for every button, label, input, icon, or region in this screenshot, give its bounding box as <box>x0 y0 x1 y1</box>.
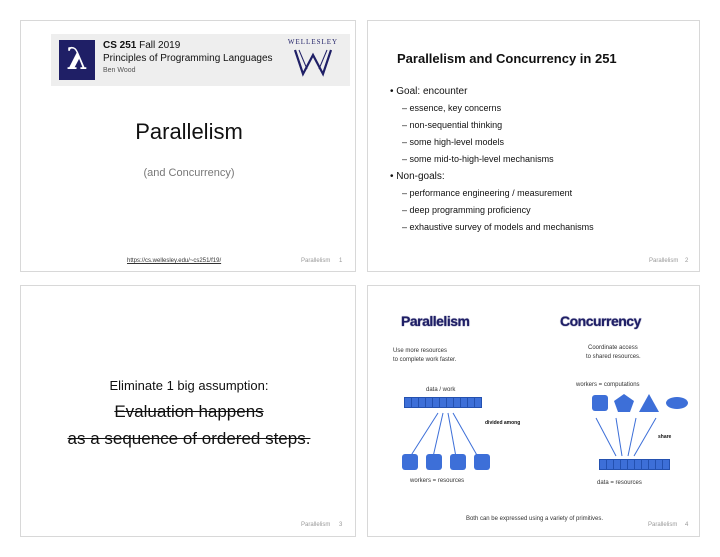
concurrency-desc-1: Coordinate access <box>588 345 638 351</box>
sub-bullet-item: – exhaustive survey of models and mechanisms <box>390 219 594 236</box>
share-label: share <box>658 434 672 440</box>
workers-computations-label: workers = computations <box>576 382 640 388</box>
sub-bullet-item: – deep programming proficiency <box>390 202 594 219</box>
slide-footer: Parallelism <box>301 258 331 264</box>
slide-footer: Parallelism <box>301 522 331 528</box>
bullet-item: • Goal: encounter <box>390 83 594 100</box>
wellesley-logo <box>283 38 343 77</box>
sub-bullet-item: – performance engineering / measurement <box>390 185 594 202</box>
parallelism-desc-1: Use more resources <box>393 348 448 354</box>
slide-footer: Parallelism <box>649 258 679 264</box>
data-resources-label: data = resources <box>597 480 642 486</box>
parallelism-heading: Parallelism <box>401 313 470 329</box>
divided-among-label: divided among <box>485 420 521 426</box>
concurrency-arrows <box>586 416 666 461</box>
worker-square <box>426 454 442 470</box>
page-number: 3 <box>339 522 343 528</box>
slide-2 <box>367 20 700 272</box>
slide-footer: Parallelism <box>648 522 678 528</box>
ellipse-shape-icon <box>666 397 688 409</box>
bottom-note: Both can be expressed using a variety of primitives. <box>465 516 604 522</box>
course-header <box>51 34 350 86</box>
worker-square <box>474 454 490 470</box>
workers-resources-label: workers = resources <box>410 478 465 484</box>
worker-square <box>402 454 418 470</box>
course-name: Principles of Programming Languages <box>103 53 273 64</box>
struck-line-2: as a sequence of ordered steps. <box>67 429 311 448</box>
pentagon-shape-icon <box>614 394 634 412</box>
concurrency-desc-2: to shared resources. <box>586 354 641 360</box>
worker-square <box>450 454 466 470</box>
slide-3 <box>20 285 356 537</box>
course-code: CS 251 <box>103 40 137 51</box>
square-shape-icon <box>592 395 608 411</box>
page-number: 4 <box>685 522 689 528</box>
course-line <box>103 40 180 52</box>
sub-bullet-item: – non-sequential thinking <box>390 117 594 134</box>
bullet-item: • Non-goals: <box>390 168 594 185</box>
computation-shapes <box>590 391 690 415</box>
sub-bullet-item: – some mid-to-high-level mechanisms <box>390 151 594 168</box>
sub-bullet-item: – some high-level models <box>390 134 594 151</box>
struck-line-1: Evaluation happens <box>114 402 264 421</box>
page-number: 2 <box>685 258 689 264</box>
slide-1 <box>20 20 356 272</box>
bullet-list <box>390 83 594 236</box>
slide-subtitle: (and Concurrency) <box>143 167 235 179</box>
slide-4 <box>367 285 700 537</box>
course-url-link[interactable]: https://cs.wellesley.edu/~cs251/f19/ <box>127 258 222 264</box>
triangle-shape-icon <box>639 394 659 412</box>
course-author: Ben Wood <box>103 67 136 74</box>
parallelism-desc-2: to complete work faster. <box>393 357 457 363</box>
wellesley-wordmark: WELLESLEY <box>287 38 339 46</box>
wellesley-w-icon <box>293 47 333 77</box>
slide-title: Parallelism and Concurrency in 251 <box>397 51 617 66</box>
data-cell <box>662 459 670 470</box>
course-term: Fall 2019 <box>139 40 181 51</box>
lambda-logo: λ <box>59 40 95 80</box>
concurrency-heading: Concurrency <box>560 313 641 329</box>
slide-title: Parallelism <box>135 119 243 144</box>
assumption-heading: Eliminate 1 big assumption: <box>109 378 269 393</box>
data-cell <box>474 397 482 408</box>
sub-bullet-item: – essence, key concerns <box>390 100 594 117</box>
data-work-label: data / work <box>426 387 456 393</box>
page-number: 1 <box>339 258 343 264</box>
